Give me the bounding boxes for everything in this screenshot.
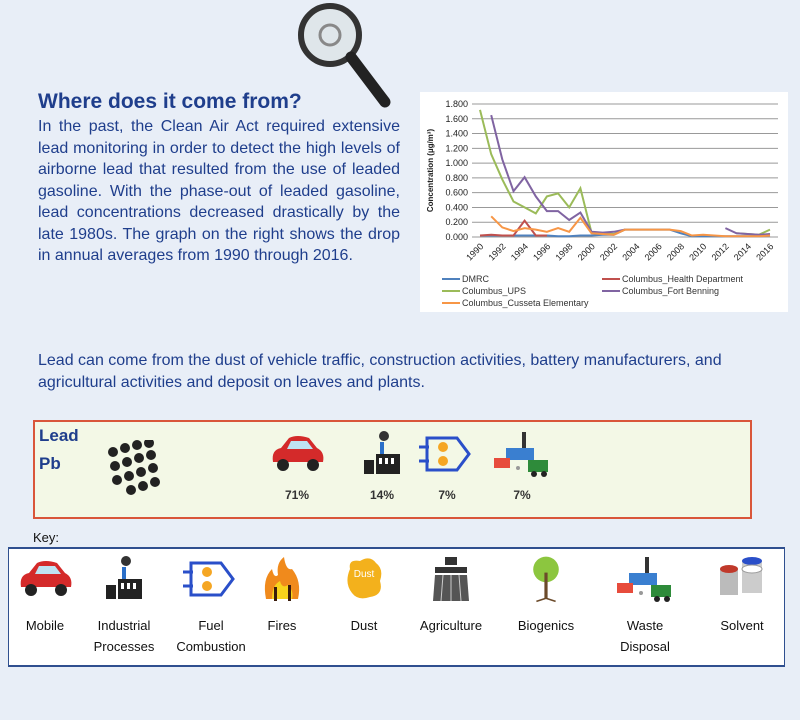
key-label-line1: Industrial — [97, 618, 151, 633]
waste-disposal-icon — [490, 430, 554, 478]
key-legend — [8, 547, 785, 667]
paint-cans-icon — [702, 557, 782, 609]
key-label-line2: Disposal — [620, 639, 670, 654]
key-label-line2: Processes — [93, 639, 155, 654]
fuel-combustion-icon — [415, 430, 479, 478]
legend-label: DMRC — [462, 274, 489, 284]
key-item-agriculture — [411, 557, 491, 636]
x-tick-label: 1994 — [508, 241, 531, 263]
series-line-2 — [480, 110, 770, 235]
key-label-line1: Fires — [267, 618, 297, 633]
key-label-line1: Solvent — [720, 618, 764, 633]
source-share — [265, 430, 329, 502]
car-icon — [265, 430, 329, 478]
y-tick-label: 1.200 — [445, 143, 468, 154]
key-label-line1: Agriculture — [419, 618, 483, 633]
key-item-industrial — [84, 557, 164, 657]
waste-disposal-icon — [605, 557, 685, 609]
key-label-line1: Fuel — [198, 618, 224, 633]
x-tick-label: 2008 — [664, 241, 687, 263]
fuel-combustion-icon — [171, 557, 251, 609]
x-tick-label: 1998 — [553, 241, 575, 263]
y-tick-label: 1.800 — [445, 99, 468, 109]
key-item-fires — [242, 557, 322, 636]
y-tick-label: 0.800 — [445, 172, 468, 183]
x-tick-label: 1992 — [486, 241, 508, 263]
dust-icon — [324, 557, 404, 609]
key-item-fuel — [171, 557, 251, 657]
factory-icon — [350, 430, 414, 478]
lead-sources-box — [33, 420, 752, 519]
sources-paragraph: Lead can come from the dust of vehicle traffic, construction activities, battery manufacturers, and agricultural activities and deposit on leaves and plants. — [38, 352, 722, 391]
x-tick-label: 2000 — [575, 241, 597, 263]
legend-label: Columbus_Cusseta Elementary — [462, 298, 589, 308]
section-heading: Where does it come from? — [38, 90, 302, 113]
key-label-line2: Combustion — [176, 639, 246, 654]
key-label-line1: Dust — [350, 618, 378, 633]
x-tick-label: 2004 — [620, 241, 642, 263]
x-tick-label: 2014 — [731, 241, 754, 263]
factory-icon — [84, 557, 164, 609]
share-percent: 7% — [513, 488, 531, 502]
y-tick-label: 1.600 — [445, 113, 468, 124]
x-tick-label: 2016 — [754, 241, 776, 263]
legend-label: Columbus_Health Department — [622, 274, 744, 284]
key-label-line1: Waste — [626, 618, 664, 633]
element-symbol: Pb — [39, 454, 61, 473]
x-tick-label: 2006 — [642, 241, 664, 263]
y-tick-label: 1.400 — [445, 128, 468, 139]
y-axis-label: Concentration (µg/m³) — [426, 128, 435, 213]
key-item-solvent — [702, 557, 782, 636]
source-share — [415, 430, 479, 502]
key-item-dust — [324, 557, 404, 636]
series-line-1 — [480, 221, 547, 236]
lead-concentration-chart — [420, 92, 788, 312]
key-label: Key: — [33, 530, 60, 545]
fire-icon — [242, 557, 322, 609]
y-tick-label: 0.000 — [445, 232, 468, 242]
share-percent: 71% — [284, 488, 310, 502]
source-share — [490, 430, 554, 502]
y-tick-label: 0.200 — [445, 217, 468, 228]
x-tick-label: 2002 — [598, 241, 620, 263]
share-percent: 14% — [369, 488, 395, 502]
y-tick-label: 0.600 — [445, 187, 468, 198]
svg-text:Dust: Dust — [353, 569, 375, 580]
legend-label: Columbus_UPS — [462, 286, 527, 296]
share-percent: 7% — [438, 488, 456, 502]
y-tick-label: 0.400 — [445, 202, 468, 213]
key-item-mobile — [5, 557, 85, 636]
element-name: Lead — [39, 426, 79, 445]
agriculture-icon — [411, 557, 491, 609]
x-tick-label: 1996 — [531, 241, 553, 263]
x-tick-label: 2010 — [687, 241, 709, 263]
key-item-biogenics — [506, 557, 586, 636]
series-line-3 — [491, 115, 770, 235]
key-label-line1: Biogenics — [517, 618, 575, 633]
lattice-icon — [105, 440, 165, 500]
car-icon — [5, 557, 85, 609]
key-label-line1: Mobile — [25, 618, 65, 633]
source-share — [350, 430, 414, 502]
x-tick-label: 1990 — [464, 241, 486, 263]
x-tick-label: 2012 — [709, 241, 731, 263]
tree-icon — [506, 557, 586, 609]
history-paragraph: In the past, the Clean Air Act required extensive lead monitoring in order to detect the high levels of airborne lead that resulted from the use of leaded gasoline. With the phase-out of leaded gasoline, lead concentrations decreased drastically by the late 1980s. The graph on the right shows the drop in annual averages from 1990 through 2016. — [38, 118, 400, 264]
key-item-waste — [605, 557, 685, 657]
magnifier-icon — [295, 0, 395, 115]
y-tick-label: 1.000 — [445, 158, 468, 169]
legend-label: Columbus_Fort Benning — [622, 286, 720, 296]
